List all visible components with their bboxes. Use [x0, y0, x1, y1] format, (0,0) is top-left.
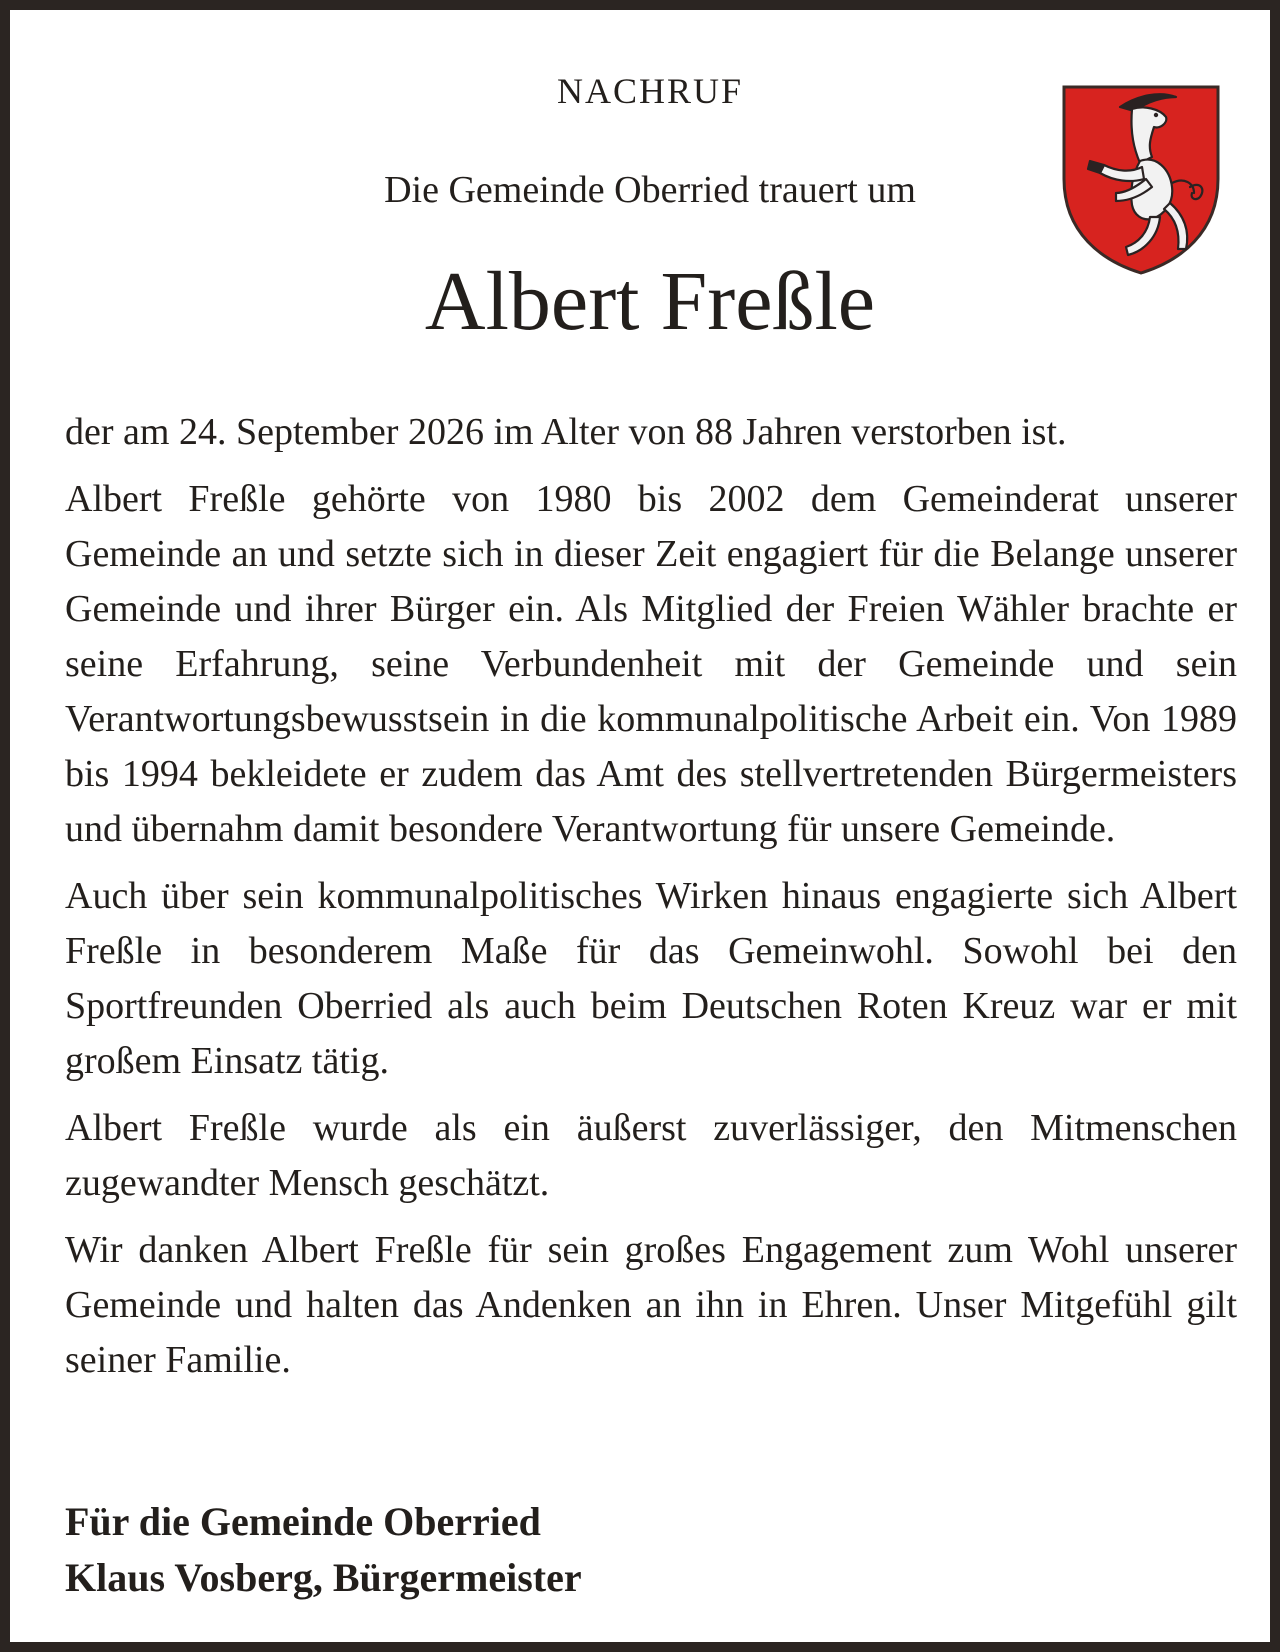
signature-line-municipality: Für die Gemeinde Oberried	[65, 1499, 541, 1544]
gratitude-paragraph: Wir danken Albert Freßle für sein großes Engagement zum Wohl unserer Gemeinde und halten das Andenken an ihn in Ehren. Unser Mitgefühl gilt seiner Familie.	[65, 1229, 1237, 1381]
intro-line: Die Gemeinde Oberried trauert um	[384, 169, 916, 211]
signature-line-mayor: Klaus Vosberg, Bürgermeister	[65, 1555, 582, 1600]
notice-heading: NACHRUF	[556, 71, 744, 111]
death-statement: der am 24. September 2026 im Alter von 88 Jahren verstorben ist.	[65, 411, 1067, 453]
deceased-name: Albert Freßle	[424, 255, 876, 348]
signature-block	[65, 1494, 582, 1606]
obituary-body	[65, 405, 1237, 1400]
council-paragraph: Albert Freßle gehörte von 1980 bis 2002 dem Gemeinderat unserer Gemeinde an und setzte sich in dieser Zeit engagiert für die Belange unserer Gemeinde und ihrer Bürger ein. Als Mitglied der Freien Wähler brachte er seine Erfahrung, seine Verbundenheit mit der Gemeinde und sein Verantwortungsbewusstsein in die kommunalpolitische Arbeit ein. Von 1989 bis 1994 bekleidete er zudem das Amt des stellvertretenden Bürgermeisters und übernahm damit besondere Verantwortung für unsere Gemeinde.	[65, 478, 1237, 850]
character-paragraph: Albert Freßle wurde als ein äußerst zuverlässiger, den Mitmenschen zugewandter Mensch geschätzt.	[65, 1107, 1237, 1204]
community-paragraph: Auch über sein kommunalpolitisches Wirken hinaus engagierte sich Albert Freßle in besonderem Maße für das Gemeinwohl. Sowohl bei den Sportfreunden Oberried als auch beim Deutschen Roten Kreuz war er mit großem Einsatz tätig.	[65, 875, 1237, 1082]
coat-of-arms-ibex-icon	[1060, 83, 1222, 275]
